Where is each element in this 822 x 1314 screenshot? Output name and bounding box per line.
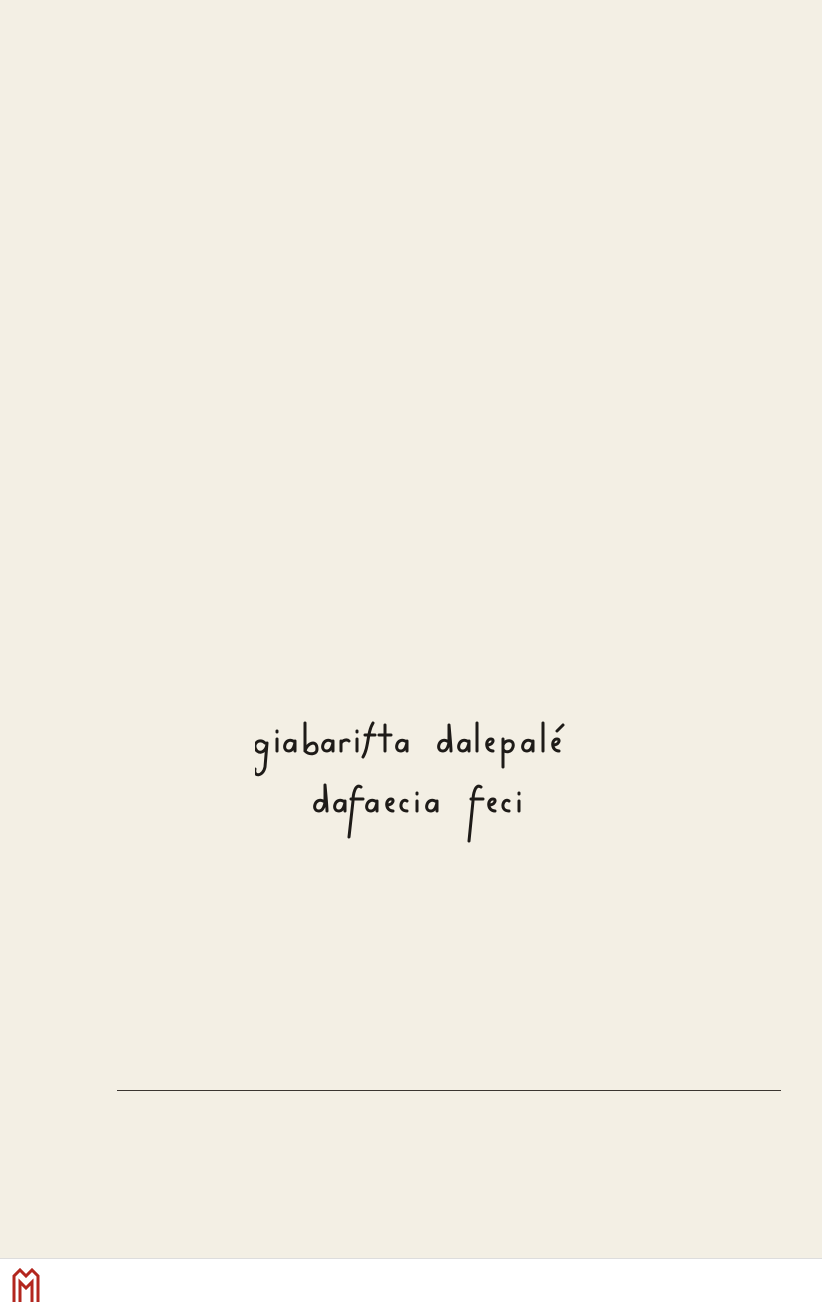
handwritten-signature bbox=[255, 715, 575, 855]
footnote-rule bbox=[117, 1090, 781, 1091]
viewer-footer bbox=[0, 1258, 822, 1314]
university-seal-icon[interactable] bbox=[10, 1266, 42, 1306]
